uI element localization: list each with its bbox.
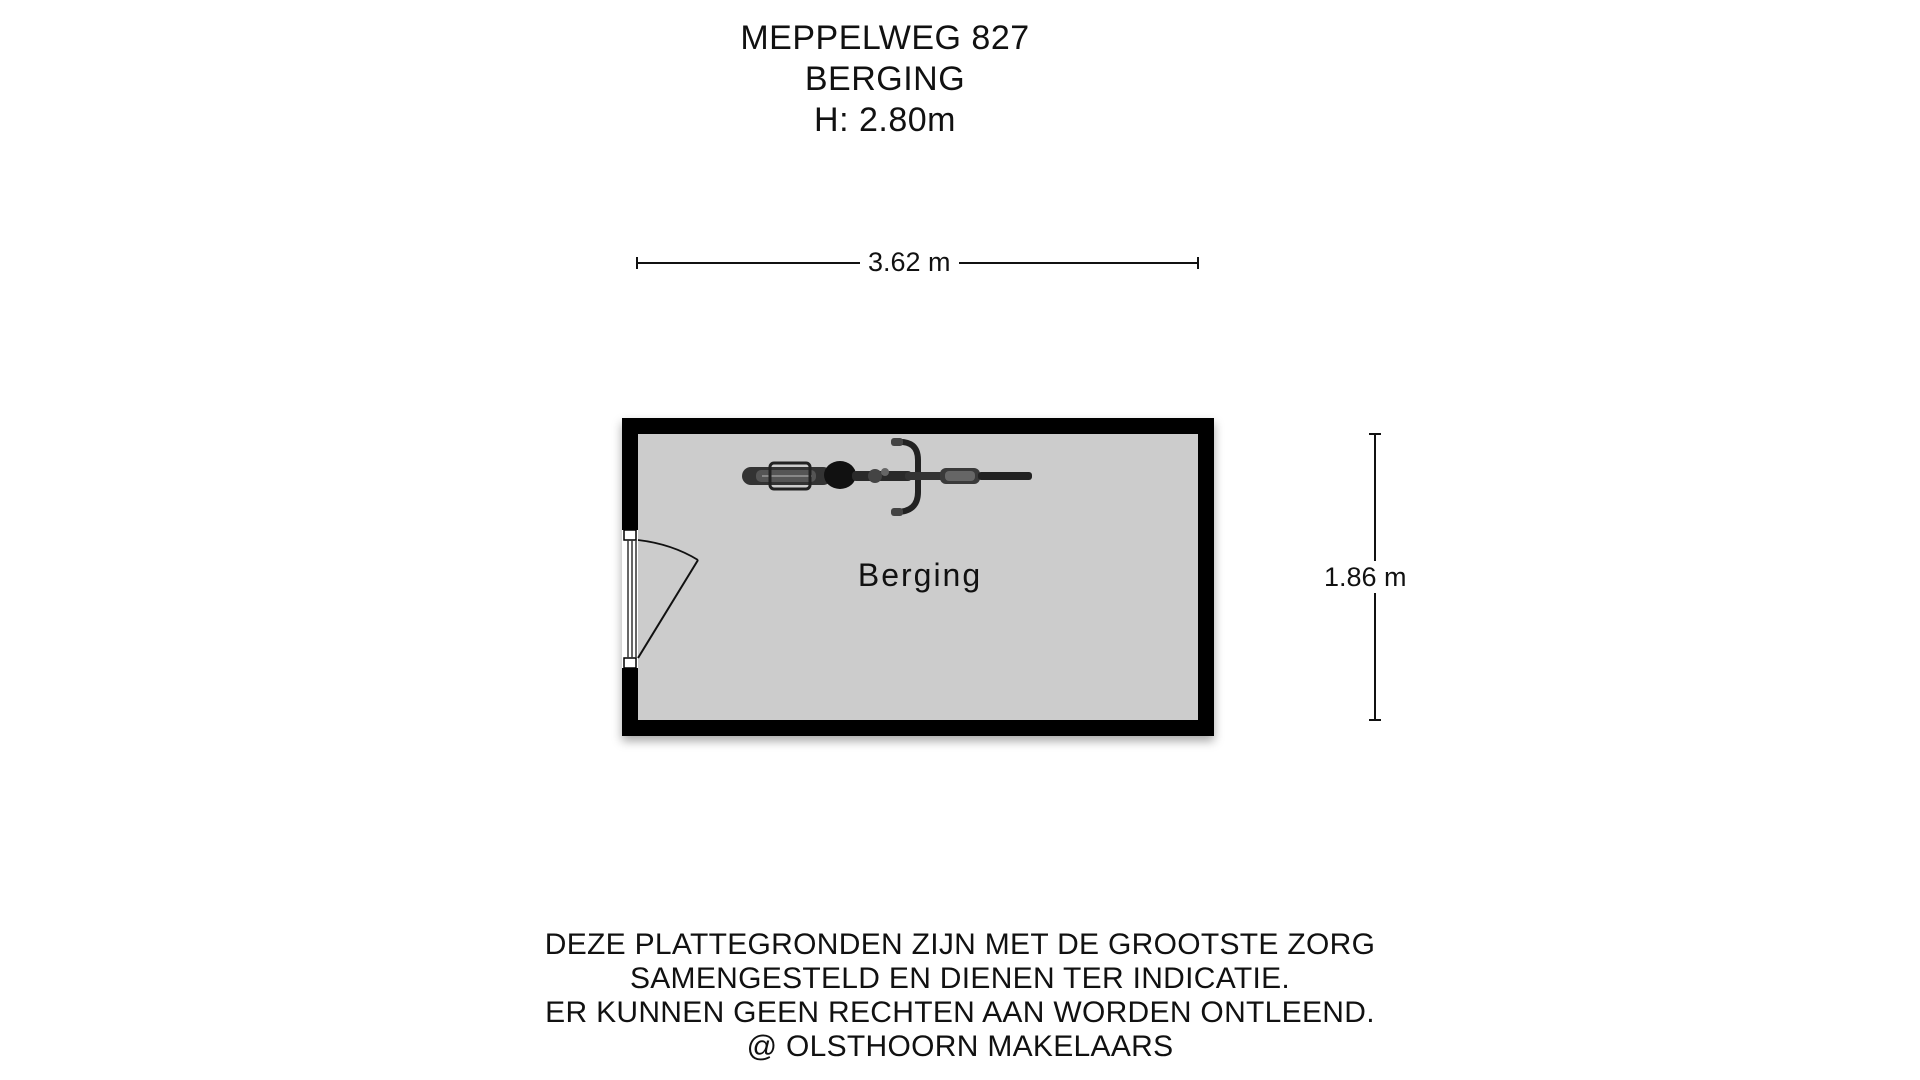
floor-title: BERGING — [804, 60, 966, 98]
width-dimension-label: 3.62 m — [860, 246, 959, 278]
disclaimer-line-2: SAMENGESTELD EN DIENEN TER INDICATIE. — [629, 962, 1291, 995]
disclaimer-line-3: ER KUNNEN GEEN RECHTEN AAN WORDEN ONTLEEND. — [545, 996, 1375, 1029]
room-label: Berging — [857, 557, 983, 593]
disclaimer-line-4: @ OLSTHOORN MAKELAARS — [746, 1030, 1174, 1063]
ceiling-height: H: 2.80m — [814, 101, 956, 139]
depth-dimension-label: 1.86 m — [1324, 562, 1407, 592]
disclaimer — [460, 928, 1460, 1064]
disclaimer-line-1: DEZE PLATTEGRONDEN ZIJN MET DE GROOTSTE ZORG — [544, 928, 1376, 961]
door — [622, 530, 638, 668]
address-title: MEPPELWEG 827 — [740, 19, 1030, 57]
